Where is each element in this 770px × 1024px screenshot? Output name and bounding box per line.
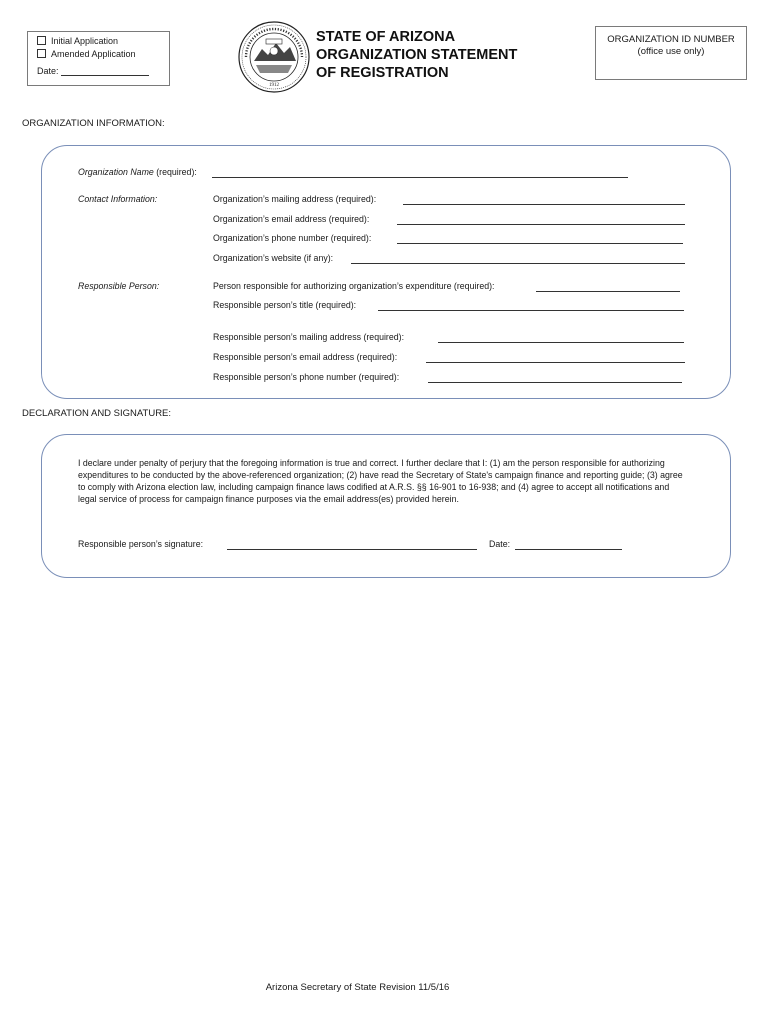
- signature-field[interactable]: [227, 549, 477, 550]
- initial-application-checkbox[interactable]: [37, 36, 46, 45]
- org-name-row: [78, 167, 197, 178]
- org-website-label: Organization’s website (if any):: [213, 253, 334, 263]
- amended-application-option[interactable]: [37, 49, 136, 59]
- org-email-address-label: Organization’s email address (required):: [213, 214, 370, 224]
- title-line-1: STATE OF ARIZONA: [316, 29, 456, 45]
- person-responsible-field[interactable]: [536, 291, 680, 292]
- person-phone-number-label: Responsible person’s phone number (required):: [213, 372, 400, 382]
- seal-sun: [270, 47, 278, 55]
- person-responsible-label: Person responsible for authorizing organization’s expenditure (required):: [213, 281, 495, 291]
- org-mailing-address-label: Organization’s mailing address (required):: [213, 194, 377, 204]
- org-name-field[interactable]: [212, 177, 628, 178]
- signature-date-field[interactable]: [515, 549, 622, 550]
- person-title-label: Responsible person’s title (required):: [213, 300, 357, 310]
- org-phone-number-field[interactable]: [397, 243, 683, 244]
- organization-id-note: (office use only): [637, 46, 705, 57]
- responsible-person-label: Responsible Person:: [78, 281, 160, 291]
- org-mailing-address-field[interactable]: [403, 204, 685, 205]
- initial-application-label: Initial Application: [51, 36, 119, 46]
- title-line-2: ORGANIZATION STATEMENT: [316, 47, 518, 63]
- seal-banner: [266, 39, 282, 44]
- person-phone-number-field[interactable]: [428, 382, 682, 383]
- application-type-box: [27, 31, 170, 86]
- organization-id-box[interactable]: [595, 26, 747, 80]
- seal-ground: [256, 65, 292, 73]
- organization-id-label: ORGANIZATION ID NUMBER: [607, 34, 735, 45]
- application-date-label: Date:: [37, 66, 59, 76]
- organization-information-heading: ORGANIZATION INFORMATION:: [22, 118, 165, 129]
- person-title-field[interactable]: [378, 310, 684, 311]
- org-name-required: (required):: [156, 167, 197, 177]
- org-name-label: Organization Name: [78, 167, 154, 177]
- amended-application-checkbox[interactable]: [37, 49, 46, 58]
- person-mailing-address-field[interactable]: [438, 342, 684, 343]
- contact-information-label: Contact Information:: [78, 194, 158, 204]
- seal-year: 1912: [269, 83, 279, 88]
- arizona-state-seal: [238, 21, 310, 93]
- initial-application-option[interactable]: [37, 36, 118, 46]
- org-website-field[interactable]: [351, 263, 685, 264]
- title-line-3: OF REGISTRATION: [316, 65, 449, 81]
- declaration-heading: DECLARATION AND SIGNATURE:: [22, 408, 172, 419]
- application-date-field[interactable]: [61, 66, 149, 76]
- page-title: [316, 28, 517, 82]
- declaration-panel: [41, 434, 731, 578]
- org-phone-number-label: Organization’s phone number (required):: [213, 233, 372, 243]
- org-email-address-field[interactable]: [397, 224, 685, 225]
- declaration-text: I declare under penalty of perjury that the foregoing information is true and correct. I further declare that I: (1) am the person responsible for authorizing expenditures to be conducted by the above-referenced organization; (2) have read the Secretary of State's campaign finance and reporting guide; (3) agree to comply with Arizona election law, including campaign finance laws codified at A.R.S. §§ 16-901 to 16-938; and (4) agree to accept all notifications and legal service of process for campaign finance purposes via the email address(es) provided herein.: [78, 458, 683, 504]
- signature-date-label: Date:: [489, 539, 511, 549]
- signature-label: Responsible person’s signature:: [78, 539, 204, 549]
- person-mailing-address-label: Responsible person’s mailing address (required):: [213, 332, 405, 342]
- amended-application-label: Amended Application: [51, 49, 136, 59]
- revision-footer: Arizona Secretary of State Revision 11/5/16: [265, 982, 450, 993]
- application-date-row: [37, 66, 149, 76]
- person-email-address-field[interactable]: [426, 362, 685, 363]
- person-email-address-label: Responsible person’s email address (required):: [213, 352, 398, 362]
